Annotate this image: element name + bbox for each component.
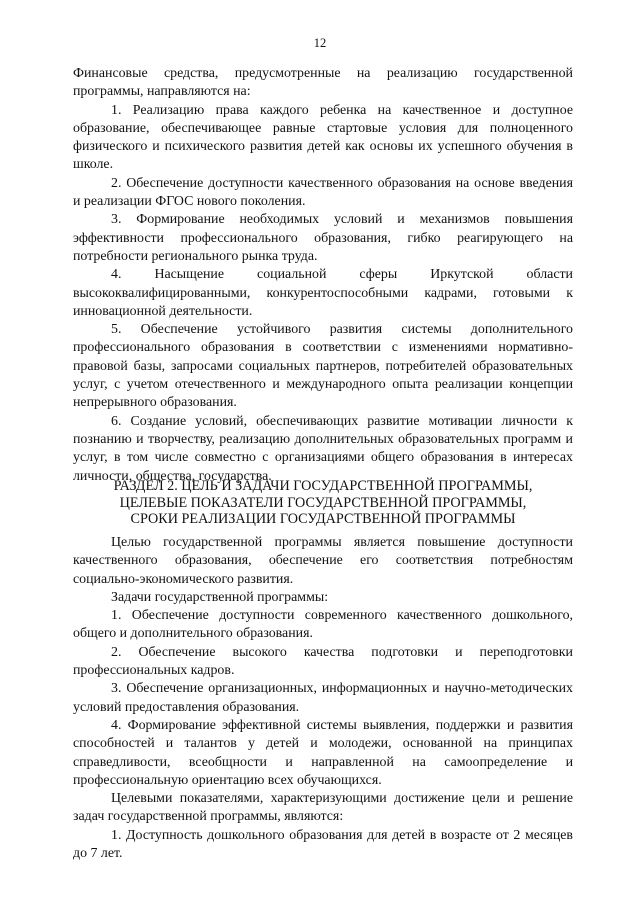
direction-item: 1. Реализацию права каждого ребенка на качественное и доступное образование, обеспечивающее равные стартовые условия для полноценного физического и психического развития детей как основы их успешного обучения в школе.	[73, 102, 573, 173]
section-heading-line: РАЗДЕЛ 2. ЦЕЛЬ И ЗАДАЧИ ГОСУДАРСТВЕННОЙ ПРОГРАММЫ,	[113, 478, 533, 494]
task-item: 4. Формирование эффективной системы выявления, поддержки и развития способностей и талантов у детей и молодежи, основанной на принципах справедливости, всеобщности и направленной на самоопределение и профессиональную ориентацию всех обучающихся.	[73, 717, 573, 788]
section-heading-line: ЦЕЛЕВЫЕ ПОКАЗАТЕЛИ ГОСУДАРСТВЕННОЙ ПРОГРАММЫ,	[119, 494, 527, 511]
tasks-title: Задачи государственной программы:	[111, 589, 329, 605]
task-item: 1. Обеспечение доступности современного качественного дошкольного, общего и дополнительного образования.	[73, 608, 573, 642]
goal-paragraph: Целью государственной программы является повышение доступности качественного образования, обеспечение его соответствия потребностям социально-экономического развития.	[73, 535, 573, 587]
section-body	[73, 534, 573, 863]
task-item: 3. Обеспечение организационных, информационных и научно-методических условий предоставления образования.	[73, 681, 573, 715]
section-heading	[73, 478, 573, 528]
task-item: 2. Обеспечение высокого качества подготовки и переподготовки профессиональных кадров.	[73, 644, 573, 679]
indicator-item: 1. Доступность дошкольного образования для детей в возрасте от 2 месяцев до 7 лет.	[73, 827, 573, 862]
direction-item: 5. Обеспечение устойчивого развития системы дополнительного профессионального образования в соответствии с изменениями нормативно-правовой базы, запросами социальных партнеров, потребителей образовательных услуг, с учетом отечественного и международного опыта реализации концепции непрерывного образования.	[73, 322, 573, 411]
indicators-intro: Целевыми показателями, характеризующими достижение цели и решение задач государственной программы, являются:	[73, 791, 573, 825]
intro-paragraph: Финансовые средства, предусмотренные на реализацию государственной программы, направляются на:	[73, 66, 573, 100]
direction-item: 2. Обеспечение доступности качественного образования на основе введения и реализации ФГОС нового поколения.	[73, 175, 573, 210]
page-number: 12	[313, 36, 327, 50]
direction-item: 3. Формирование необходимых условий и механизмов повышения эффективности профессионального образования, гибко реагирующего на потребности регионального рынка труда.	[73, 212, 573, 264]
section-heading-line: СРОКИ РЕАЛИЗАЦИИ ГОСУДАРСТВЕННОЙ ПРОГРАММЫ	[130, 511, 516, 527]
direction-item: 6. Создание условий, обеспечивающих развитие мотивации личности к познанию и творчеству, реализацию дополнительных образовательных программ и услуг, в том числе совместно с организациями общего образования в интересах личности, общества, государства.	[73, 413, 573, 484]
direction-item: 4. Насыщение социальной сферы Иркутской области высококвалифицированными, конкурентоспособными кадрами, готовыми к инновационной деятельности.	[73, 267, 573, 319]
funding-directions	[73, 65, 573, 486]
